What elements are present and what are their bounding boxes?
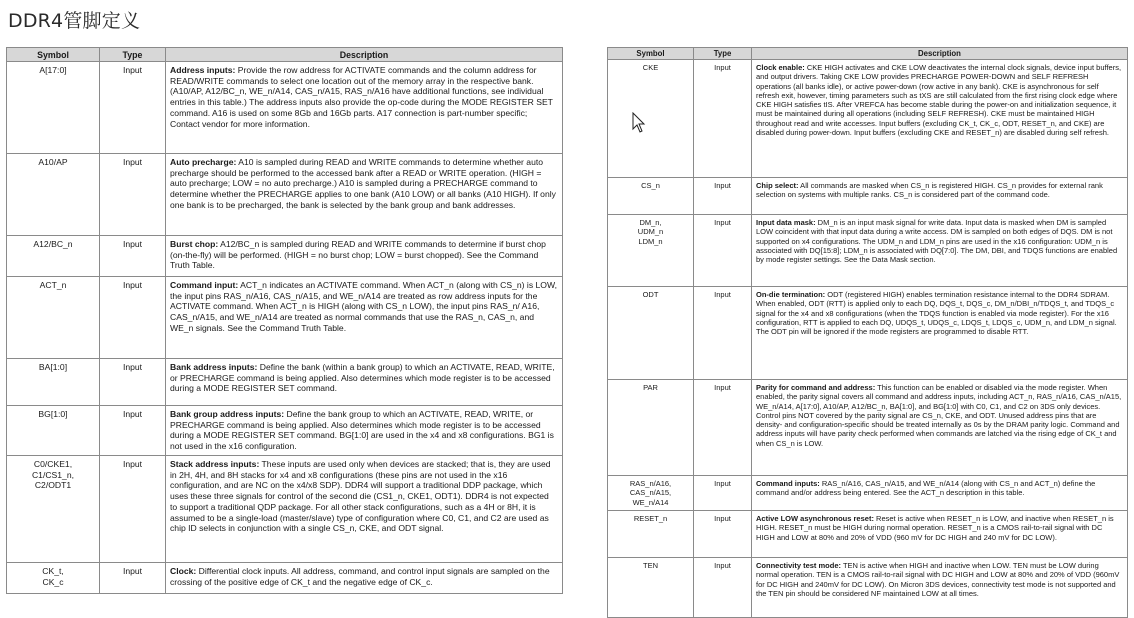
pin-symbol: DM_n, UDM_n LDM_n (608, 215, 694, 287)
pin-symbol: PAR (608, 380, 694, 476)
table-row (608, 60, 1128, 178)
pin-symbol: CKE (608, 60, 694, 178)
table-row (608, 476, 1128, 511)
table-row (7, 359, 563, 406)
type-header: Type (100, 48, 166, 62)
pin-type: Input (100, 277, 166, 359)
pin-description (166, 359, 563, 406)
pin-type: Input (694, 60, 752, 178)
description-term: Chip select: (756, 181, 799, 190)
pin-symbol: RAS_n/A16, CAS_n/A15, WE_n/A14 (608, 476, 694, 511)
pin-description (752, 178, 1128, 215)
description-text: Provide the row address for ACTIVATE commands and the column address for READ/WRITE commands to select one location out of the memory array in the respective bank. (A10/AP, A12/BC_n, WE_n/A14, CAS_n/A15, RAS_n/A16 have additional functions, see individual entries in this table.) The address inputs also provide the op-code during the MODE REGISTER SET command. A16 is used on some 8Gb and 16Gb parts. A17 connection is part-number specific; Contact vendor for more information. (170, 65, 553, 129)
symbol-header: Symbol (608, 48, 694, 60)
description-term: Active LOW asynchronous reset: (756, 514, 874, 523)
type-header: Type (694, 48, 752, 60)
table-row (7, 236, 563, 277)
pin-description (166, 406, 563, 456)
table-row (608, 511, 1128, 558)
move-cursor-icon (630, 112, 646, 134)
description-text: ACT_n indicates an ACTIVATE command. When ACT_n (along with CS_n) is LOW, the input pins RAS_n/A16, CAS_n/A15, and WE_n/A14 are treated as row address inputs for the ACTIVATE command. When ACT_n is HIGH (along with CS_n LOW), the input pins RAS_n/ A16, CAS_n/A15, and WE_n/A14 are treated as normal commands that use the RAS_n, CAS_n, and WE_n signals. See the Command Truth Table. (170, 280, 557, 333)
description-text: All commands are masked when CS_n is registered HIGH. CS_n provides for external rank selection on systems with multiple ranks. CS_n is considered part of the command code. (756, 181, 1103, 200)
pin-symbol: A10/AP (7, 154, 100, 236)
table-row (608, 215, 1128, 287)
pin-symbol: RESET_n (608, 511, 694, 558)
pin-type: Input (694, 287, 752, 380)
pin-type: Input (100, 154, 166, 236)
description-term: Parity for command and address: (756, 383, 876, 392)
pin-symbol: ACT_n (7, 277, 100, 359)
pin-type: Input (100, 359, 166, 406)
description-text: This function can be enabled or disabled via the mode register. When enabled, the parity signal covers all command and address inputs, including ACT_n, RAS_n/A16, CAS_n/A15, WE_n/A14, A[17:0], A10/AP, A12/BC_n, BA[1:0], and BG[1:0] with C0, C1, and C2 on 3DS only devices. Control pins NOT covered by the parity signal are CS_n, CKE, and ODT. Unused address pins that are density- and configuration-specific should be treated internally as 0s by the DRAM parity logic. Command and address inputs will have parity check performed when commands are latched via the rising edge of CK_t and when CS_n is LOW. (756, 383, 1122, 448)
description-term: Bank group address inputs: (170, 409, 285, 419)
description-text: Differential clock inputs. All address, command, and control input signals are sampled on the crossing of the positive edge of CK_t and the negative edge of CK_c. (170, 566, 550, 587)
description-text: Define the bank group to which an ACTIVATE, READ, WRITE, or PRECHARGE command is being applied. Also determines which mode register is to be accessed during a MODE REGISTER SET command. BG[1:0] are used in the x4 and x8 configurations. BG1 is not used in the x16 configuration. (170, 409, 554, 452)
description-term: Command inputs: (756, 479, 820, 488)
pin-symbol: A[17:0] (7, 62, 100, 154)
description-term: Bank address inputs: (170, 362, 258, 372)
description-term: Command input: (170, 280, 239, 290)
pin-type: Input (100, 236, 166, 277)
description-header: Description (752, 48, 1128, 60)
description-text: RAS_n/A16, CAS_n/A15, and WE_n/A14 (along with CS_n and ACT_n) define the command and/or address being entered. See the ACT_n description in this table. (756, 479, 1096, 498)
description-term: Clock enable: (756, 63, 805, 72)
pin-symbol: CS_n (608, 178, 694, 215)
table-row (608, 558, 1128, 618)
description-text: CKE HIGH activates and CKE LOW deactivates the internal clock signals, device input buffers, and output drivers. Taking CKE LOW provides PRECHARGE POWER-DOWN and SELF REFRESH operations (all banks idle), or active power-down (row active in any bank). CKE is asynchronous for self refresh exit, however, timing parameters such as tXS are still calculated from the first rising clock edge where CKE HIGH satisfies tIS. After VREFCA has become stable during the power-on and initialization sequence, it must be maintained during all operations (including SELF REFRESH). CKE must be maintained HIGH throughout read and write accesses. Input buffers (excluding CK_t, CK_c, ODT, RESET_n, and CKE) are disabled during power-down. Input buffers (excluding CKE and RESET_n) are disabled during self refresh. (756, 63, 1122, 138)
pin-description (166, 563, 563, 594)
description-text: These inputs are used only when devices are stacked; that is, they are used in 2H, 4H, and 8H stacks for x4 and x8 configurations (these pins are not used in the x16 configuration, and are NC on the x4/x8 SDP). DDR4 will support a traditional DDP package, which uses these three signals for control of the second die (CS1_n, CKE1, ODT1). DDR4 is not expected to support a traditional QDP package. For all other stack configurations, such as a 4H or 8H, it is assumed to be a single-load (master/slave) type of configuration where C0, C1, and C2 are used as chip ID selects in conjunction with a single CS_n, CKE, and ODT signal. (170, 459, 551, 534)
pin-description (752, 215, 1128, 287)
pin-type: Input (100, 563, 166, 594)
description-text: TEN is active when HIGH and inactive when LOW. TEN must be LOW during normal operation. TEN is a CMOS rail-to-rail signal with DC HIGH and LOW at 80% and 20% of VDD (960mV for DC HIGH and 240mV for DC LOW). On Micron 3DS devices, connectivity test mode is not supported and the TEN pin should be considered NF maintained LOW at all times. (756, 561, 1120, 598)
pin-type: Input (694, 380, 752, 476)
pin-type: Input (694, 215, 752, 287)
pin-symbol: BG[1:0] (7, 406, 100, 456)
pin-type: Input (694, 178, 752, 215)
description-term: On-die termination: (756, 290, 826, 299)
description-term: Clock: (170, 566, 197, 576)
table-row (7, 456, 563, 563)
pin-table-left (6, 47, 563, 594)
pin-symbol: C0/CKE1, C1/CS1_n, C2/ODT1 (7, 456, 100, 563)
description-header: Description (166, 48, 563, 62)
description-term: Input data mask: (756, 218, 816, 227)
pin-description (166, 456, 563, 563)
pin-type: Input (100, 62, 166, 154)
pin-symbol: ODT (608, 287, 694, 380)
table-row (608, 178, 1128, 215)
pin-description (752, 60, 1128, 178)
description-text: DM_n is an input mask signal for write data. Input data is masked when DM is sampled LOW coincident with that input data during a write access. DM is sampled on both edges of DQS. DM is not supported on x4 configurations. The UDM_n and LDM_n pins are used in the x16 configuration: UDM_n is associated with DQ[15:8]; LDM_n is associated with DQ[7:0]. The DM, DBI, and TDQS functions are enabled by mode register settings. See the Data Mask section. (756, 218, 1118, 265)
pin-table-right (607, 47, 1128, 618)
table-row (7, 406, 563, 456)
description-text: Define the bank (within a bank group) to which an ACTIVATE, READ, WRITE, or PRECHARGE command is being applied. Also determines which mode register is to be accessed during a MODE REGISTER SET command. (170, 362, 555, 394)
page-title: DDR4管脚定义 (8, 10, 141, 32)
description-term: Burst chop: (170, 239, 219, 249)
pin-symbol: BA[1:0] (7, 359, 100, 406)
pin-description (752, 558, 1128, 618)
description-text: A10 is sampled during READ and WRITE commands to determine whether auto precharge should be performed to the accessed bank after a READ or WRITE operation. (HIGH = auto precharge; LOW = no auto precharge.) A10 is sampled during a PRECHARGE command to determine whether the PRECHARGE applies to one bank (A10 LOW) or all banks (A10 HIGH). If only one bank is to be precharged, the bank is selected by the bank group and bank addresses. (170, 157, 556, 210)
pin-type: Input (694, 558, 752, 618)
pin-type: Input (694, 511, 752, 558)
pin-description (166, 277, 563, 359)
pin-description (752, 476, 1128, 511)
pin-symbol: A12/BC_n (7, 236, 100, 277)
description-term: Auto precharge: (170, 157, 237, 167)
pin-symbol: TEN (608, 558, 694, 618)
table-row (7, 62, 563, 154)
pin-description (166, 236, 563, 277)
description-term: Address inputs: (170, 65, 236, 75)
pin-type: Input (694, 476, 752, 511)
table-row (7, 277, 563, 359)
table-row (608, 287, 1128, 380)
pin-description (166, 62, 563, 154)
description-text: Reset is active when RESET_n is LOW, and inactive when RESET_n is HIGH. RESET_n must be HIGH during normal operation. RESET_n is a CMOS rail-to-rail signal with DC HIGH and LOW at 80% and 20% of VDD (960 mV for DC HIGH and 240 mV for DC LOW). (756, 514, 1114, 542)
description-term: Connectivity test mode: (756, 561, 842, 570)
table-row (7, 563, 563, 594)
pin-type: Input (100, 456, 166, 563)
pin-description (752, 511, 1128, 558)
pin-description (166, 154, 563, 236)
pin-type: Input (100, 406, 166, 456)
table-header-row (608, 48, 1128, 60)
table-row (7, 154, 563, 236)
description-term: Stack address inputs: (170, 459, 260, 469)
description-text: A12/BC_n is sampled during READ and WRITE commands to determine if burst chop (on-the-fly) will be performed. (HIGH = no burst chop; LOW = burst chopped). See the Command Truth Table. (170, 239, 546, 271)
pin-description (752, 380, 1128, 476)
pin-symbol: CK_t, CK_c (7, 563, 100, 594)
pin-description (752, 287, 1128, 380)
symbol-header: Symbol (7, 48, 100, 62)
description-text: ODT (registered HIGH) enables termination resistance internal to the DDR4 SDRAM. When enabled, ODT (RTT) is applied only to each DQ, DQS_t, DQS_c, DM_n/DBI_n/TDQS_t, and TDQS_c signal for the x4 and x8 configurations (when the TDQS function is enabled via mode register). For the x16 configuration, RTT is applied to each DQ, UDQS_t, UDQS_c, LDQS_t, LDQS_c, UDM_n, and LDM_n signal. The ODT pin will be ignored if the mode registers are programmed to disable RTT. (756, 290, 1117, 337)
table-row (608, 380, 1128, 476)
table-header-row (7, 48, 563, 62)
